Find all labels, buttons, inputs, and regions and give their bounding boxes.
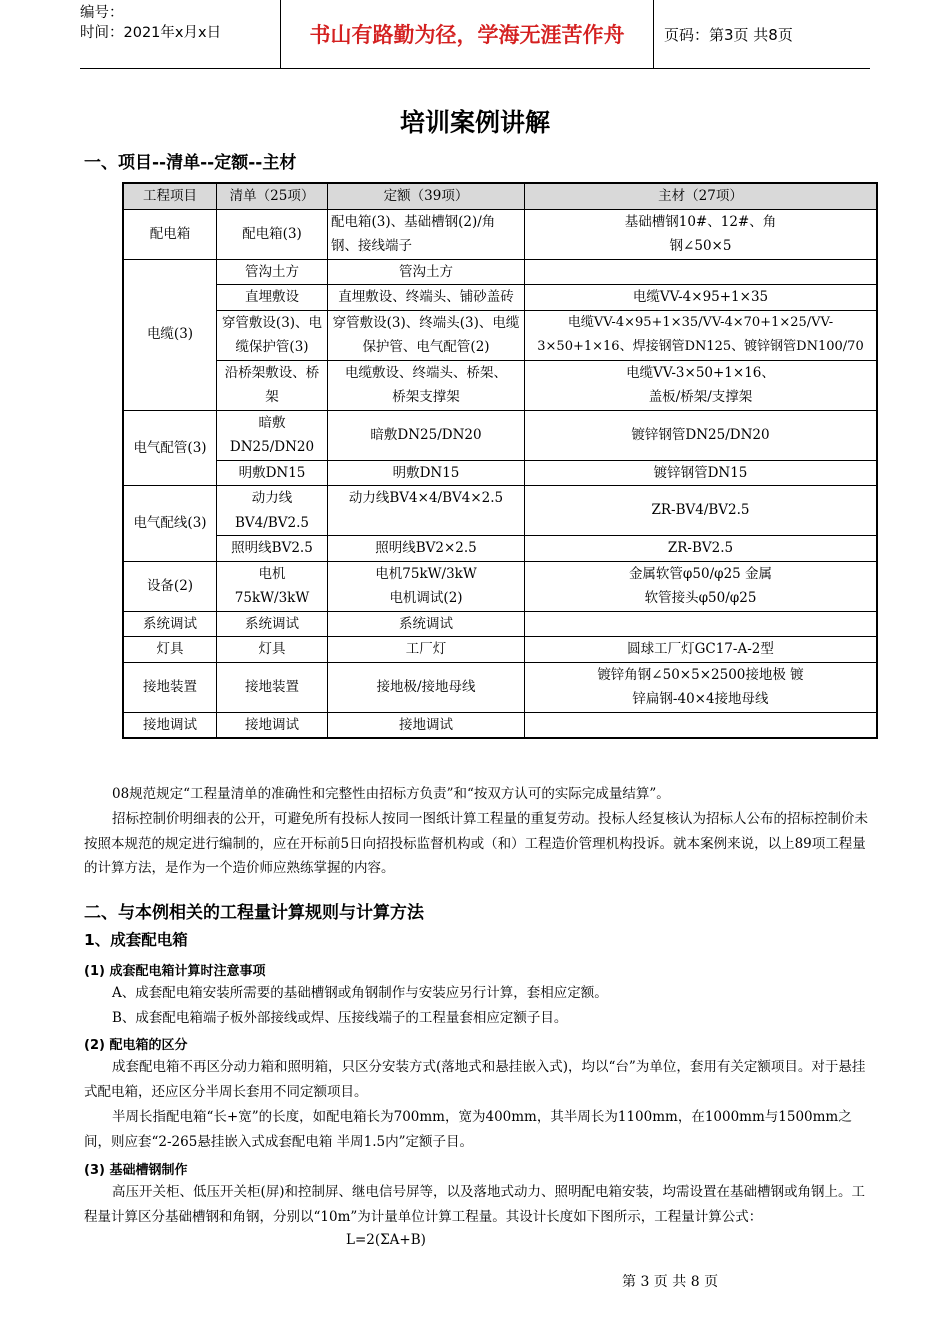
- header-cell: 工程项目: [123, 183, 217, 209]
- table-cell: 工厂灯: [328, 637, 525, 663]
- table-header-row: [123, 183, 877, 209]
- page-footer: 第 3 页 共 8 页: [622, 1274, 719, 1290]
- table-cell: 镀锌钢管DN25/DN20: [525, 410, 878, 460]
- table-row: [123, 486, 877, 536]
- table-cell: 直埋敷设、终端头、铺砂盖砖: [328, 285, 525, 311]
- table-cell: 金属软管φ50/φ25 金属软管接头φ50/φ25: [525, 561, 878, 611]
- subsection-distribution-box: 1、成套配电箱: [84, 931, 188, 949]
- table-cell: 管沟土方: [217, 259, 328, 285]
- table-cell: 灯具: [217, 637, 328, 663]
- table-row: [123, 460, 877, 486]
- table-cell: 电机75kW/3kW: [217, 561, 328, 611]
- table-row: [123, 360, 877, 410]
- document-title: 培训案例讲解: [399, 108, 550, 137]
- item3-paragraph: 高压开关柜、低压开关柜(屏)和控制屏、继电信号屏等，以及落地式动力、照明配电箱安装，均需设置在基础槽钢或角钢上。工程量计算区分基础槽钢和角钢，分别以“10m”为计量单位计算工程量。其设计长度如下图所示，工程量计算公式：: [84, 1184, 866, 1225]
- table-cell: 暗敷DN25/DN20: [217, 410, 328, 460]
- table-row: [123, 209, 877, 259]
- table-cell: 电缆VV-3×50+1×16、盖板/桥架/支撑架: [525, 360, 878, 410]
- item2-title: (2) 配电箱的区分: [84, 1038, 188, 1053]
- table-cell: 穿管敷设(3)、终端头(3)、电缆保护管、电气配管(2): [328, 310, 525, 360]
- header-cell: 主材（27项）: [525, 183, 878, 209]
- section1-heading: 一、项目--清单--定额--主材: [84, 153, 297, 173]
- section2-heading: 二、与本例相关的工程量计算规则与计算方法: [84, 903, 424, 923]
- header-cell: 清单（25项）: [217, 183, 328, 209]
- table-row: [123, 637, 877, 663]
- table-row: [123, 410, 877, 460]
- item1-point-a: A、成套配电箱安装所需要的基础槽钢或角钢制作与安装应另行计算，套相应定额。: [112, 985, 608, 1001]
- table-cell: 基础槽钢10#、12#、角钢∠50×5: [525, 209, 878, 259]
- paragraph-specification: 08规范规定“工程量清单的准确性和完整性由招标方负责”和“按双方认可的实际完成量结算”。: [112, 786, 670, 802]
- table-cell: 镀锌钢管DN15: [525, 460, 878, 486]
- header-page-code: 页码：第3页 共8页: [664, 25, 793, 44]
- table-cell: ZR-BV2.5: [525, 536, 878, 562]
- table-cell: 电缆敷设、终端头、桥架、桥架支撑架: [328, 360, 525, 410]
- table-cell: 电气配管(3): [123, 410, 217, 486]
- table-cell: 照明线BV2×2.5: [328, 536, 525, 562]
- table-cell: 明敷DN15: [328, 460, 525, 486]
- table-row: [123, 536, 877, 562]
- item1-title: (1) 成套配电箱计算时注意事项: [84, 964, 266, 979]
- table-cell: 接地调试: [328, 712, 525, 738]
- header-meta: [80, 0, 280, 68]
- table-cell: 配电箱(3)、基础槽钢(2)/角钢、接线端子: [328, 209, 525, 259]
- table-cell: 配电箱: [123, 209, 217, 259]
- table-cell: 沿桥架敷设、桥架: [217, 360, 328, 410]
- table-row: [123, 662, 877, 712]
- table-cell: 电缆VV-4×95+1×35/VV-4×70+1×25/VV-3×50+1×16、焊接钢管DN125、镀锌钢管DN100/70: [525, 310, 878, 360]
- table-cell: 灯具: [123, 637, 217, 663]
- item2-paragraph2: 半周长指配电箱“长+宽”的长度，如配电箱长为700mm，宽为400mm，其半周长为1100mm，在1000mm与1500mm之间，则应套“2-265悬挂嵌入式成套配电箱 半周1.5内”定额子目。: [84, 1109, 852, 1150]
- table-cell: 镀锌角钢∠50×5×2500接地极 镀锌扁钢-40×4接地母线: [525, 662, 878, 712]
- table-cell: [525, 611, 878, 637]
- table-cell: 系统调试: [328, 611, 525, 637]
- paragraph-control-price: 招标控制价明细表的公开，可避免所有投标人按同一图纸计算工程量的重复劳动。投标人经复核认为招标人公布的招标控制价未按照本规范的规定进行编制的，应在开标前5日向招投标监督机构或（和）工程造价管理机构投诉。就本案例来说，以上89项工程量的计算方法，是作为一个造价师应熟练掌握的内容。: [84, 811, 868, 876]
- time-label: 时间：2021年x月x日: [80, 25, 222, 41]
- header-cell: 定额（39项）: [328, 183, 525, 209]
- header-motto: 书山有路勤为径，学海无涯苦作舟: [280, 0, 654, 68]
- table-cell: 电缆VV-4×95+1×35: [525, 285, 878, 311]
- table-row: [123, 285, 877, 311]
- table-row: [123, 611, 877, 637]
- table-cell: 设备(2): [123, 561, 217, 611]
- table-cell: 穿管敷设(3)、电缆保护管(3): [217, 310, 328, 360]
- table-cell: ZR-BV4/BV2.5: [525, 486, 878, 536]
- page-header: [80, 0, 870, 69]
- table-cell: 圆球工厂灯GC17-A-2型: [525, 637, 878, 663]
- table-cell: 配电箱(3): [217, 209, 328, 259]
- item3-title: (3) 基础槽钢制作: [84, 1163, 188, 1178]
- table-cell: 电气配线(3): [123, 486, 217, 562]
- table-cell: 电机75kW/3kW 电机调试(2): [328, 561, 525, 611]
- item2-paragraph1: 成套配电箱不再区分动力箱和照明箱，只区分安装方式(落地式和悬挂嵌入式)，均以“台”为单位，套用有关定额项目。对于悬挂式配电箱，还应区分半周长套用不同定额项目。: [84, 1059, 866, 1100]
- number-label: 编号：: [80, 5, 124, 21]
- table-row: [123, 259, 877, 285]
- item1-point-b: B、成套配电箱端子板外部接线或焊、压接线端子的工程量套相应定额子目。: [112, 1010, 568, 1026]
- table-cell: 接地调试: [217, 712, 328, 738]
- table-cell: 接地装置: [217, 662, 328, 712]
- table-cell: 接地装置: [123, 662, 217, 712]
- project-table: [122, 182, 878, 739]
- length-formula: L=2(ΣA+B): [346, 1232, 426, 1248]
- table-row: [123, 712, 877, 738]
- table-cell: 管沟土方: [328, 259, 525, 285]
- table-row: [123, 561, 877, 611]
- table-cell: 照明线BV2.5: [217, 536, 328, 562]
- table-cell: 系统调试: [217, 611, 328, 637]
- table-cell: 明敷DN15: [217, 460, 328, 486]
- table-cell: 暗敷DN25/DN20: [328, 410, 525, 460]
- table-row: [123, 310, 877, 360]
- table-cell: 动力线BV4×4/BV4×2.5: [328, 486, 525, 536]
- table-cell: 直埋敷设: [217, 285, 328, 311]
- table-cell: 接地极/接地母线: [328, 662, 525, 712]
- table-cell: 动力线BV4/BV2.5: [217, 486, 328, 536]
- table-cell: 接地调试: [123, 712, 217, 738]
- table-cell: 电缆(3): [123, 259, 217, 410]
- table-cell: [525, 259, 878, 285]
- table-cell: [525, 712, 878, 738]
- table-cell: 系统调试: [123, 611, 217, 637]
